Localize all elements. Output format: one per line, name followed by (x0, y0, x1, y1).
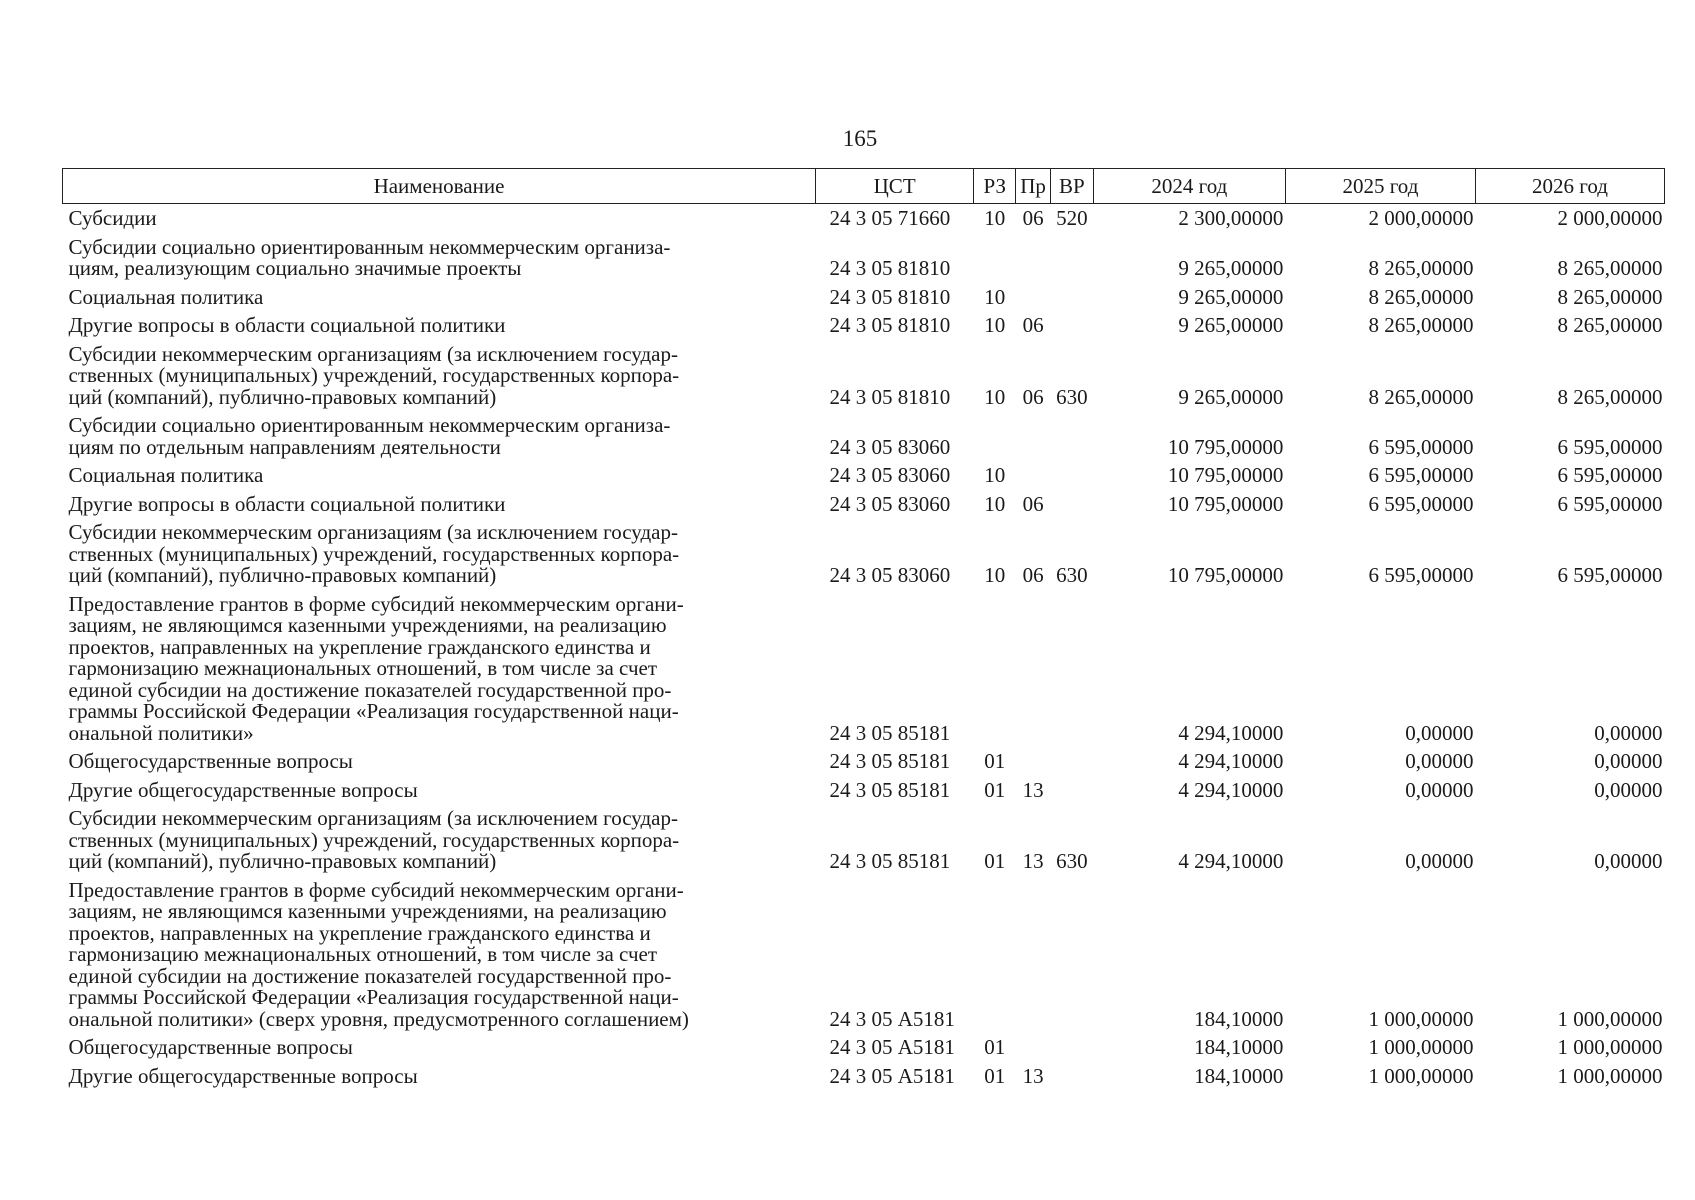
row-pr (1016, 283, 1051, 312)
row-vr (1050, 283, 1093, 312)
row-cst: 24 3 05 83060 (829, 563, 951, 587)
row-value-2024: 10 795,00000 (1167, 491, 1284, 516)
table-row (63, 283, 1665, 312)
row-value-2026: 0,00000 (1594, 749, 1663, 773)
row-name (63, 311, 816, 340)
row-value-2024: 10 795,00000 (1167, 434, 1284, 459)
row-value-2025: 6 595,00000 (1368, 563, 1474, 587)
row-name-line: Предоставление грантов в форме субсидий некоммерческим органи- (68, 877, 684, 902)
row-value-2026: 8 265,00000 (1557, 313, 1663, 337)
row-cst: 24 3 05 83060 (829, 463, 951, 487)
row-name-line: Социальная политика (68, 463, 264, 487)
row-rz: 01 (984, 1035, 1006, 1059)
header-pr: Пр (1016, 169, 1051, 204)
row-name-line: проектов, направленных на укрепление гражданского единства и (68, 920, 651, 945)
row-name (63, 518, 816, 590)
row-name (63, 804, 816, 876)
row-rz (974, 233, 1016, 283)
row-value-2025: 2 000,00000 (1368, 206, 1474, 230)
row-rz: 01 (984, 749, 1006, 773)
row-cst: 24 3 05 А5181 (829, 1006, 955, 1031)
row-vr (1050, 411, 1093, 461)
header-rz: РЗ (974, 169, 1016, 204)
row-name (63, 204, 816, 233)
row-pr (1016, 411, 1051, 461)
row-value-2026: 0,00000 (1594, 720, 1663, 745)
row-vr (1050, 590, 1093, 748)
row-rz: 10 (984, 563, 1006, 587)
row-name (63, 461, 816, 490)
table-row (63, 311, 1665, 340)
row-value-2025: 0,00000 (1405, 749, 1474, 773)
row-value-2024: 4 294,10000 (1178, 849, 1284, 873)
row-value-2025: 8 265,00000 (1368, 284, 1474, 309)
row-rz: 10 (984, 313, 1006, 337)
row-vr (1050, 747, 1093, 776)
row-name-line: единой субсидии на достижение показателей государственной про- (68, 677, 672, 702)
row-pr (1016, 1033, 1051, 1062)
row-name-line: Другие общегосударственные вопросы (68, 1063, 418, 1088)
row-name-line: гармонизацию межнациональных отношений, в том числе за счет (68, 942, 658, 966)
table-row (63, 490, 1665, 519)
row-name-line: граммы Российской Федерации «Реализация государственной наци- (68, 699, 679, 723)
row-rz: 10 (984, 491, 1006, 516)
row-value-2024: 10 795,00000 (1167, 463, 1284, 487)
row-rz: 10 (984, 384, 1006, 409)
table-row (63, 590, 1665, 748)
row-name-line: Общегосударственные вопросы (68, 749, 353, 773)
header-2024: 2024 год (1093, 169, 1285, 204)
row-rz: 01 (984, 777, 1006, 802)
row-name-line: Субсидии социально ориентированным некоммерческим организа- (68, 234, 671, 259)
row-rz (974, 876, 1016, 1034)
header-2025: 2025 год (1285, 169, 1475, 204)
row-name-line: Предоставление грантов в форме субсидий некоммерческим органи- (68, 591, 684, 616)
row-cst: 24 3 05 83060 (829, 434, 951, 459)
row-cst: 24 3 05 81810 (829, 284, 951, 309)
row-value-2025: 8 265,00000 (1368, 256, 1474, 280)
row-vr (1050, 311, 1093, 340)
row-value-2026: 6 595,00000 (1557, 563, 1663, 587)
row-vr (1050, 776, 1093, 805)
row-vr (1050, 1033, 1093, 1062)
row-value-2026: 0,00000 (1594, 849, 1663, 873)
row-value-2026: 1 000,00000 (1557, 1063, 1663, 1088)
row-value-2024: 9 265,00000 (1178, 384, 1284, 409)
row-vr (1050, 490, 1093, 519)
row-name (63, 776, 816, 805)
table-row (63, 776, 1665, 805)
table-row (63, 233, 1665, 283)
table-row (63, 1033, 1665, 1062)
row-name-line: циям по отдельным направлениям деятельности (68, 434, 501, 459)
row-name-line: Субсидии социально ориентированным некоммерческим организа- (68, 413, 671, 437)
row-value-2025: 1 000,00000 (1368, 1063, 1474, 1088)
row-name (63, 876, 816, 1034)
row-rz: 01 (984, 849, 1006, 873)
row-value-2025: 0,00000 (1405, 849, 1474, 873)
row-name-line: Субсидии некоммерческим организациям (за исключением государ- (68, 341, 678, 366)
row-value-2024: 9 265,00000 (1178, 313, 1284, 337)
table-header (63, 169, 1665, 204)
row-pr: 06 (1022, 313, 1044, 337)
row-value-2025: 6 595,00000 (1368, 491, 1474, 516)
row-value-2026: 6 595,00000 (1557, 463, 1663, 487)
row-cst: 24 3 05 71660 (829, 206, 951, 230)
row-value-2026: 1 000,00000 (1557, 1006, 1663, 1031)
row-value-2024: 184,10000 (1194, 1063, 1284, 1088)
row-name-line: ственных (муниципальных) учреждений, государственных корпора- (68, 541, 680, 566)
row-value-2025: 0,00000 (1405, 720, 1474, 745)
row-cst: 24 3 05 85181 (829, 720, 951, 745)
row-value-2024: 184,10000 (1194, 1006, 1284, 1031)
row-pr: 06 (1022, 491, 1044, 516)
header-vr: ВР (1050, 169, 1093, 204)
table-row (63, 204, 1665, 233)
row-value-2025: 0,00000 (1405, 777, 1474, 802)
row-value-2024: 10 795,00000 (1167, 563, 1284, 587)
row-name-line: зациям, не являющимся казенными учреждениями, на реализацию (68, 613, 667, 637)
row-name-line: зациям, не являющимся казенными учреждениями, на реализацию (68, 899, 667, 923)
row-cst: 24 3 05 А5181 (829, 1035, 955, 1059)
row-value-2026: 8 265,00000 (1557, 284, 1663, 309)
row-value-2024: 9 265,00000 (1178, 256, 1284, 280)
row-name (63, 411, 816, 461)
row-name (63, 747, 816, 776)
row-vr (1050, 876, 1093, 1034)
table-row (63, 518, 1665, 590)
row-name-line: ственных (муниципальных) учреждений, государственных корпора- (68, 363, 680, 387)
row-name-line: ций (компаний), публично-правовых компаний) (68, 384, 497, 409)
row-value-2026: 0,00000 (1594, 777, 1663, 802)
row-name (63, 340, 816, 412)
header-name: Наименование (63, 169, 816, 204)
row-rz: 10 (984, 206, 1006, 230)
table-row (63, 1062, 1665, 1091)
row-name (63, 233, 816, 283)
table-row (63, 747, 1665, 776)
row-vr (1050, 1062, 1093, 1091)
row-name-line: ций (компаний), публично-правовых компаний) (68, 849, 497, 873)
row-pr (1016, 590, 1051, 748)
row-name-line: ственных (муниципальных) учреждений, государственных корпора- (68, 827, 680, 852)
table-body (63, 204, 1665, 1091)
row-name-line: Другие вопросы в области социальной политики (68, 491, 506, 516)
row-pr (1016, 876, 1051, 1034)
row-value-2026: 8 265,00000 (1557, 256, 1663, 280)
row-pr: 13 (1022, 849, 1044, 873)
row-rz: 01 (984, 1063, 1006, 1088)
row-cst: 24 3 05 85181 (829, 777, 951, 802)
row-cst: 24 3 05 85181 (829, 749, 951, 773)
header-cst: ЦСТ (815, 169, 973, 204)
row-name-line: Субсидии некоммерческим организациям (за исключением государ- (68, 520, 678, 544)
row-vr: 520 (1056, 206, 1088, 230)
row-value-2024: 4 294,10000 (1178, 749, 1284, 773)
row-cst: 24 3 05 А5181 (829, 1063, 955, 1088)
row-pr (1016, 461, 1051, 490)
row-name-line: ональной политики» (сверх уровня, предусмотренного соглашением) (68, 1006, 689, 1031)
row-name (63, 1033, 816, 1062)
row-value-2024: 2 300,00000 (1178, 206, 1284, 230)
row-value-2026: 6 595,00000 (1557, 434, 1663, 459)
row-cst: 24 3 05 81810 (829, 313, 951, 337)
row-value-2025: 1 000,00000 (1368, 1035, 1474, 1059)
row-value-2025: 8 265,00000 (1368, 384, 1474, 409)
row-rz (974, 411, 1016, 461)
table-row (63, 804, 1665, 876)
row-name (63, 1062, 816, 1091)
row-pr (1016, 747, 1051, 776)
row-value-2024: 4 294,10000 (1178, 777, 1284, 802)
row-name-line: единой субсидии на достижение показателей государственной про- (68, 963, 672, 988)
row-pr: 06 (1022, 384, 1044, 409)
row-pr: 13 (1022, 1063, 1044, 1088)
row-name (63, 283, 816, 312)
row-pr (1016, 233, 1051, 283)
row-vr: 630 (1056, 849, 1088, 873)
row-name (63, 490, 816, 519)
row-pr: 13 (1022, 777, 1044, 802)
row-name-line: Другие общегосударственные вопросы (68, 777, 418, 802)
row-rz: 10 (984, 463, 1006, 487)
row-name-line: Общегосударственные вопросы (68, 1035, 353, 1059)
row-value-2025: 1 000,00000 (1368, 1006, 1474, 1031)
row-vr (1050, 461, 1093, 490)
row-value-2025: 8 265,00000 (1368, 313, 1474, 337)
row-vr: 630 (1056, 384, 1088, 409)
row-name-line: циям, реализующим социально значимые проекты (68, 256, 522, 280)
header-2026: 2026 год (1475, 169, 1664, 204)
row-vr (1050, 233, 1093, 283)
row-value-2026: 6 595,00000 (1557, 491, 1663, 516)
row-name-line: граммы Российской Федерации «Реализация государственной наци- (68, 985, 679, 1009)
row-name-line: Субсидии (68, 206, 157, 230)
row-name-line: ональной политики» (68, 720, 254, 745)
table-row (63, 340, 1665, 412)
row-value-2025: 6 595,00000 (1368, 463, 1474, 487)
row-cst: 24 3 05 81810 (829, 384, 951, 409)
row-cst: 24 3 05 83060 (829, 491, 951, 516)
row-name-line: гармонизацию межнациональных отношений, в том числе за счет (68, 656, 658, 680)
row-vr: 630 (1056, 563, 1088, 587)
table-row (63, 876, 1665, 1034)
table-row (63, 461, 1665, 490)
header-row (63, 169, 1665, 204)
row-rz (974, 590, 1016, 748)
row-value-2026: 1 000,00000 (1557, 1035, 1663, 1059)
row-name-line: Социальная политика (68, 284, 264, 309)
row-value-2025: 6 595,00000 (1368, 434, 1474, 459)
row-rz: 10 (984, 284, 1006, 309)
row-name-line: проектов, направленных на укрепление гражданского единства и (68, 634, 651, 659)
row-value-2024: 9 265,00000 (1178, 284, 1284, 309)
row-value-2024: 184,10000 (1194, 1035, 1284, 1059)
row-name-line: Субсидии некоммерческим организациям (за исключением государ- (68, 806, 678, 830)
row-value-2026: 8 265,00000 (1557, 384, 1663, 409)
row-pr: 06 (1022, 206, 1044, 230)
row-name (63, 590, 816, 748)
page-number: 165 (842, 126, 878, 151)
table-row (63, 411, 1665, 461)
row-value-2024: 4 294,10000 (1178, 720, 1284, 745)
row-cst: 24 3 05 81810 (829, 256, 951, 280)
row-cst: 24 3 05 85181 (829, 849, 951, 873)
budget-table (62, 168, 1665, 1090)
row-name-line: Другие вопросы в области социальной политики (68, 313, 506, 337)
row-name-line: ций (компаний), публично-правовых компаний) (68, 563, 497, 587)
row-pr: 06 (1022, 563, 1044, 587)
row-value-2026: 2 000,00000 (1557, 206, 1663, 230)
